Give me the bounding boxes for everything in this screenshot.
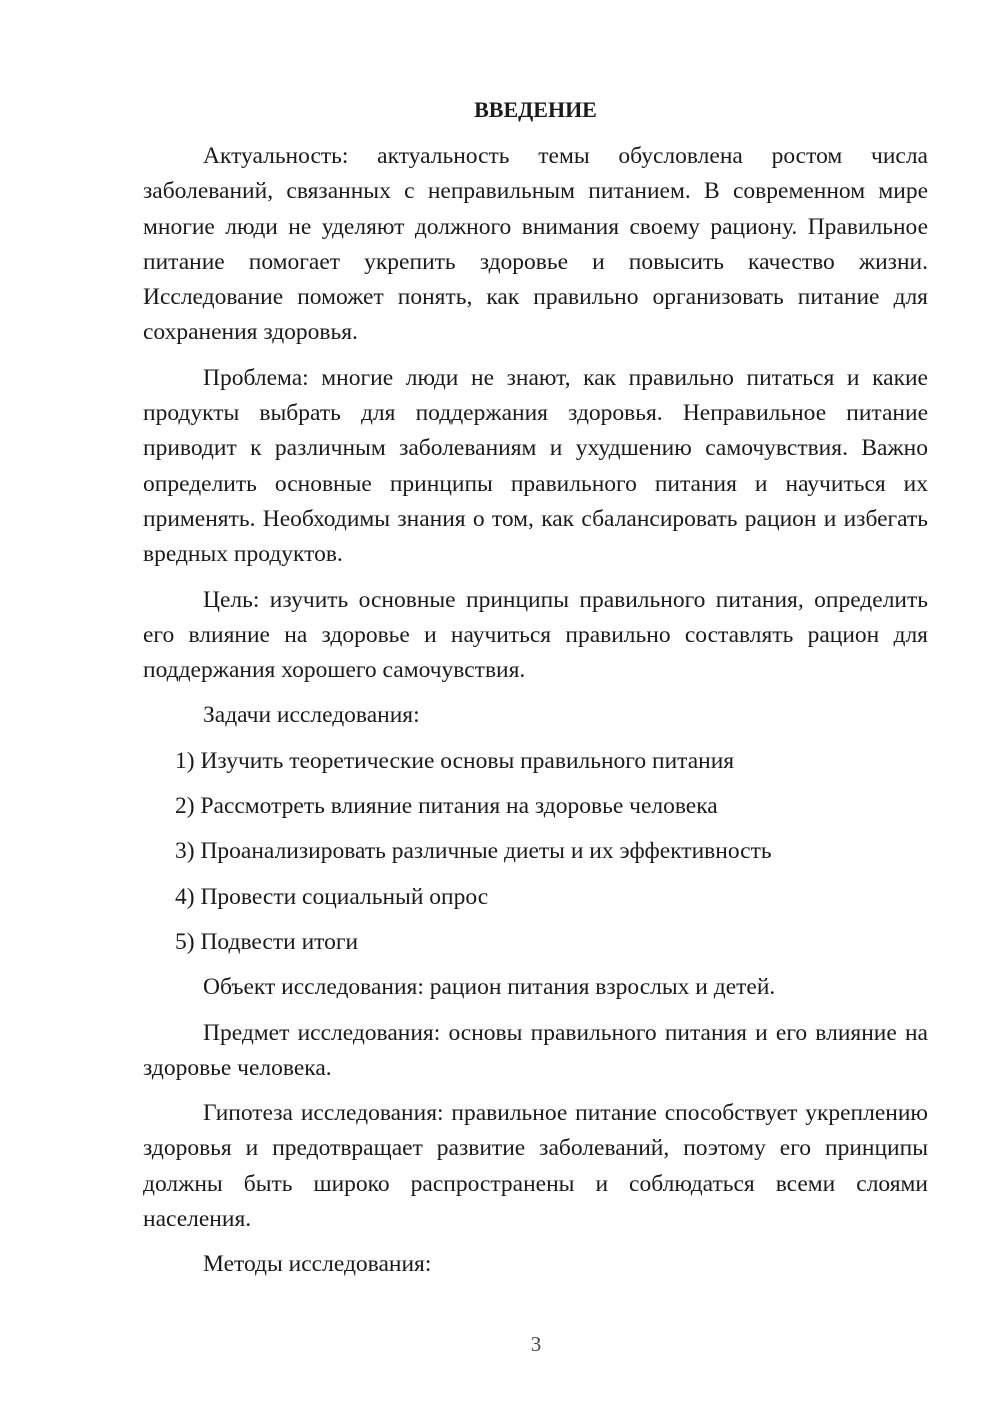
- task-item: 4) Провести социальный опрос: [175, 883, 489, 910]
- subject-paragraph: Предмет исследования: основы правильного питания и его влияние на здоровье человека.: [143, 1019, 928, 1081]
- goal-paragraph: Цель: изучить основные принципы правильного питания, определить его влияние на здоровье и научиться правильно составлять рацион для поддержания хорошего самочувствия.: [143, 586, 928, 684]
- tasks-heading: Задачи исследования:: [203, 702, 420, 729]
- document-page: [143, 93, 928, 1293]
- hypothesis-paragraph: Гипотеза исследования: правильное питание способствует укреплению здоровья и предотвращает развитие заболеваний, поэтому его принципы должны быть широко распространены и соблюдаться всеми слоями населения.: [143, 1100, 928, 1233]
- task-item: 2) Рассмотреть влияние питания на здоровье человека: [175, 793, 718, 820]
- tasks-list: [143, 744, 928, 960]
- object-paragraph: Объект исследования: рацион питания взрослых и детей.: [203, 974, 776, 1001]
- relevance-paragraph: Актуальность: актуальность темы обусловлена ростом числа заболеваний, связанных с неправильным питанием. В современном мире многие люди не уделяют должного внимания своему рациону. Правильное питание помогает укрепить здоровье и повысить качество жизни. Исследование поможет понять, как правильно организовать питание для сохранения здоровья.: [143, 143, 928, 346]
- task-item: 1) Изучить теоретические основы правильного питания: [175, 747, 735, 774]
- methods-heading: Методы исследования:: [203, 1251, 432, 1278]
- page-number: 3: [530, 1332, 542, 1356]
- task-item: 5) Подвести итоги: [175, 928, 359, 955]
- page-title: ВВЕДЕНИЕ: [474, 97, 597, 122]
- task-item: 3) Проанализировать различные диеты и их эффективность: [175, 838, 772, 865]
- problem-paragraph: Проблема: многие люди не знают, как правильно питаться и какие продукты выбрать для поддержания здоровья. Неправильное питание приводит к различным заболеваниям и ухудшению самочувствия. Важно определить основные принципы правильного питания и научиться их применять. Необходимы знания о том, как сбалансировать рацион и избегать вредных продуктов.: [143, 364, 928, 568]
